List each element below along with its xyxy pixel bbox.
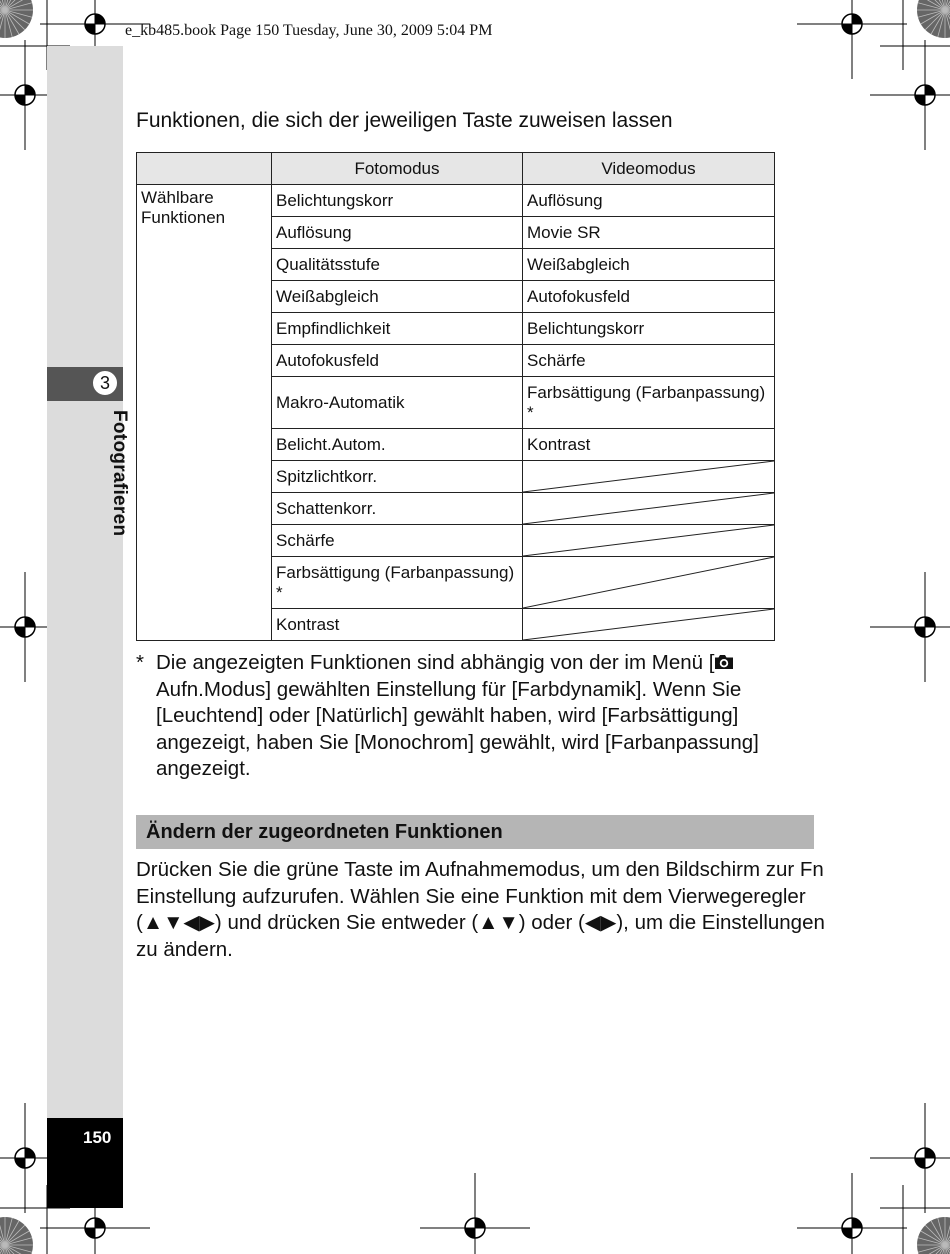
- video-cell: Kontrast: [523, 429, 775, 461]
- photo-cell: Schärfe: [272, 525, 523, 557]
- photo-cell: Empfindlichkeit: [272, 313, 523, 345]
- photo-cell: Qualitätsstufe: [272, 249, 523, 281]
- empty-video-cell: [523, 525, 775, 557]
- footnote-marker: *: [136, 651, 144, 674]
- photo-cell: Weißabgleich: [272, 281, 523, 313]
- photo-cell: Kontrast: [272, 609, 523, 641]
- video-cell: Belichtungskorr: [523, 313, 775, 345]
- photo-cell: Belichtungskorr: [272, 185, 523, 217]
- chapter-number: 3: [91, 369, 119, 397]
- photo-cell: Autofokusfeld: [272, 345, 523, 377]
- footnote-text-end: Aufn.Modus] gewählten Einstellung für [Farbdynamik]. Wenn Sie [Leuchtend] oder [Natürlich] gewählt haben, wird [Farbsättigung] angezeigt, haben Sie [Monochrom] gewählt, wird [Farbanpassung] angezeigt.: [156, 677, 759, 780]
- photo-cell: Spitzlichtkorr.: [272, 461, 523, 493]
- col-header-video: Videomodus: [523, 153, 775, 185]
- footnote-text: [156, 650, 826, 783]
- photo-cell: Auflösung: [272, 217, 523, 249]
- row-label: Wählbare Funktionen: [137, 185, 272, 641]
- photo-cell: Belicht.Autom.: [272, 429, 523, 461]
- table-header-empty: [137, 153, 272, 185]
- col-header-photo: Fotomodus: [272, 153, 523, 185]
- video-cell: Movie SR: [523, 217, 775, 249]
- photo-cell: Farbsättigung (Farbanpassung) *: [272, 557, 523, 609]
- empty-video-cell: [523, 493, 775, 525]
- footnote: [136, 650, 826, 783]
- camera-icon: [714, 654, 734, 670]
- chapter-title: Fotografieren: [109, 410, 130, 537]
- video-cell: Weißabgleich: [523, 249, 775, 281]
- table-header-row: [137, 153, 775, 185]
- empty-video-cell: [523, 461, 775, 493]
- video-cell: Auflösung: [523, 185, 775, 217]
- video-cell: Farbsättigung (Farbanpassung) *: [523, 377, 775, 429]
- photo-cell: Schattenkorr.: [272, 493, 523, 525]
- section-body: Drücken Sie die grüne Taste im Aufnahmemodus, um den Bildschirm zur Fn Einstellung aufzurufen. Wählen Sie eine Funktion mit dem Vierwegeregler (▲▼◀▶) und drücken Sie entweder (▲▼) oder (◀▶), um die Einstellungen zu ändern.: [136, 858, 825, 961]
- page-number: 150: [83, 1128, 112, 1147]
- empty-video-cell: [523, 609, 775, 641]
- intro-heading: Funktionen, die sich der jeweiligen Taste zuweisen lassen: [136, 109, 673, 132]
- photo-cell: Makro-Automatik: [272, 377, 523, 429]
- empty-video-cell: [523, 557, 775, 609]
- footnote-text-start: Die angezeigten Funktionen sind abhängig von der im Menü [: [156, 651, 715, 674]
- book-header: e_kb485.book Page 150 Tuesday, June 30, 2009 5:04 PM: [125, 22, 493, 39]
- chapter-sidebar: [47, 46, 123, 1208]
- video-cell: Schärfe: [523, 345, 775, 377]
- video-cell: Autofokusfeld: [523, 281, 775, 313]
- function-table: [136, 152, 775, 641]
- section-heading: Ändern der zugeordneten Funktionen: [136, 815, 814, 849]
- table-row: [137, 185, 775, 217]
